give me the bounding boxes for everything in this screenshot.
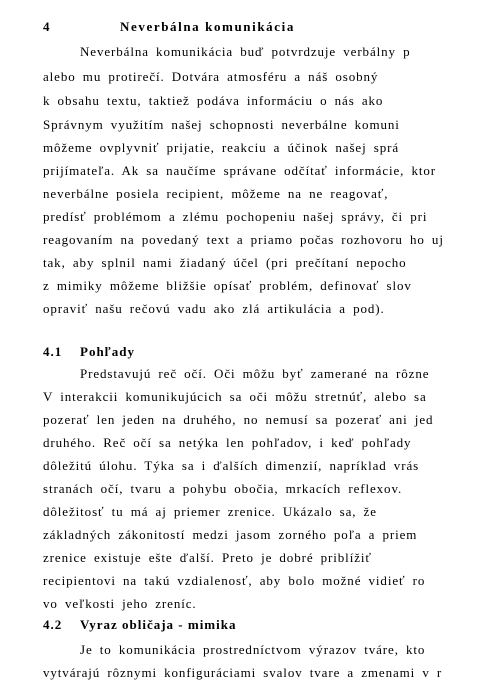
paragraph-line: Správnym využitím našej schopnosti neverbálne komuni	[43, 117, 400, 132]
subsection-title: Pohľady	[80, 344, 135, 359]
paragraph-line: vo veľkosti jeho zreníc.	[43, 596, 197, 611]
paragraph-line: predísť problémom a zlému pochopeniu našej správy, či pri	[43, 209, 428, 224]
section-heading	[43, 19, 295, 35]
paragraph-line: alebo mu protirečí. Dotvára atmosféru a náš osobný	[43, 69, 379, 84]
paragraph-line: stranách očí, tvaru a pohybu obočia, mrkacích reflexov.	[43, 481, 403, 496]
paragraph-line: recipientovi na takú vzdialenosť, aby bolo možné vidieť ro	[43, 573, 426, 588]
paragraph-line: zrenice existuje ešte ďalší. Preto je dobré priblížiť	[43, 550, 372, 565]
paragraph-line: Je to komunikácia prostredníctvom výrazov tváre, kto	[80, 642, 426, 657]
paragraph-line: vytvárajú rôznymi konfiguráciami svalov tvare a zmenami v r	[43, 665, 443, 680]
subsection-number: 4.1	[43, 344, 63, 359]
paragraph-line: z mimiky môžeme bližšie opísať problém, definovať slov	[43, 278, 412, 293]
paragraph-line: druhého. Reč očí sa netýka len pohľadov, i keď pohľady	[43, 435, 412, 450]
paragraph-line: k obsahu textu, taktiež podáva informáciu o nás ako	[43, 93, 384, 108]
paragraph-line: Predstavujú reč očí. Oči môžu byť zamerané na rôzne	[80, 366, 430, 381]
section-number: 4	[43, 19, 51, 34]
subsection-title: Vyraz obličaja - mimika	[80, 617, 237, 632]
paragraph-line: základných zákonitostí medzi jasom zorného poľa a priem	[43, 527, 418, 542]
subsection-heading	[43, 617, 237, 633]
paragraph-line: dôležitú úlohu. Týka sa i ďalších dimenzií, napríklad vrás	[43, 458, 420, 473]
paragraph-line: pozerať len jeden na druhého, no nemusí sa pozerať ani jed	[43, 412, 434, 427]
paragraph-line: opraviť našu rečovú vadu ako zlá artikulácia a pod).	[43, 301, 385, 316]
subsection-heading	[43, 344, 135, 360]
paragraph-line: V interakcii komunikujúcich sa oči môžu stretnúť, alebo sa	[43, 389, 427, 404]
paragraph-line: prijímateľa. Ak sa naučíme správane odčítať informácie, ktor	[43, 163, 437, 178]
paragraph-line: Neverbálna komunikácia buď potvrdzuje verbálny p	[80, 44, 411, 59]
section-title: Neverbálna komunikácia	[120, 19, 295, 34]
paragraph-line: reagovaním na povedaný text a priamo počas rozhovoru ho uj	[43, 232, 444, 247]
subsection-number: 4.2	[43, 617, 63, 632]
paragraph-line: tak, aby splnil nami žiadaný účel (pri prečítaní nepocho	[43, 255, 407, 270]
paragraph-line: dôležitosť tu má aj priemer zrenice. Ukázalo sa, že	[43, 504, 377, 519]
paragraph-line: neverbálne posiela recipient, môžeme na ne reagovať,	[43, 186, 389, 201]
paragraph-line: môžeme ovplyvniť prijatie, reakciu a účinok našej sprá	[43, 140, 399, 155]
